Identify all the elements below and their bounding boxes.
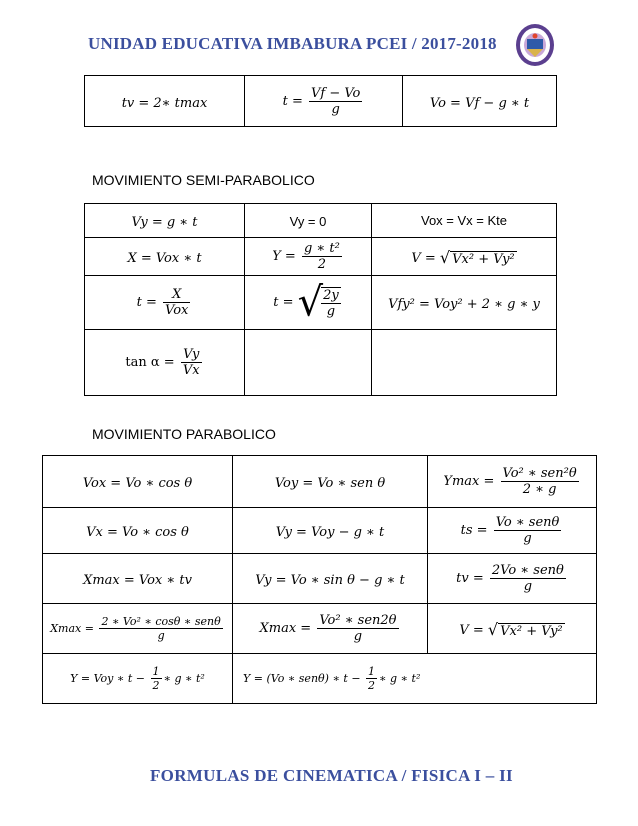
formula-cell: t = X Vox [85, 276, 245, 330]
formula-cell: Xmax = Vox ∗ tv [43, 554, 233, 604]
page-footer-title: FORMULAS DE CINEMATICA / FISICA I – II [150, 766, 513, 785]
formula-cell: Y = $\frac{\text{g ∗ t²}}{2}$ [245, 238, 372, 276]
formula-cell: t = $\frac{Vf - Vo}{g}$ [245, 76, 403, 127]
kinematics-top-table [84, 75, 557, 127]
formula-cell: Xmax = Vo² ∗ sen2θ g [233, 604, 428, 654]
formula-cell: Xmax = 2 ∗ Vo² ∗ cosθ ∗ senθ g [43, 604, 233, 654]
empty-cell [372, 330, 557, 396]
formula-cell: t = √ $\frac{2y}{g}$ [245, 276, 372, 330]
formula-cell: X = Vox ∗ t [85, 238, 245, 276]
formula-cell: Vox = Vx = Kte [372, 204, 557, 238]
formula-cell: Vfy² = Voy² + 2 ∗ g ∗ y [372, 276, 557, 330]
formula-cell: Vy = 0 [245, 204, 372, 238]
page-header-title: UNIDAD EDUCATIVA IMBABURA PCEI / 2017-2018 [88, 34, 497, 53]
formula-cell: Vx = Vo ∗ cos θ [43, 508, 233, 554]
parabolic-heading: MOVIMIENTO PARABOLICO [92, 426, 276, 442]
formula-cell: V = √ Vx² + Vy² [372, 238, 557, 276]
formula-cell: Vo = Vf − g ∗ t [403, 76, 557, 127]
formula-cell: tv = 2Vo ∗ senθ g [428, 554, 597, 604]
formula-cell: Ymax = Vo² ∗ sen²θ 2 ∗ g [428, 456, 597, 508]
formula-cell: Vy = g ∗ t [85, 204, 245, 238]
school-seal-icon [515, 23, 555, 67]
formula-cell: ts = Vo ∗ senθ g [428, 508, 597, 554]
formula-cell: Y = (Vo ∗ senθ) ∗ t − $\frac{1}{2}$ ∗ g ∗ t² [233, 654, 597, 704]
parabolic-table [42, 455, 597, 704]
formula-cell: Vox = Vo ∗ cos θ [43, 456, 233, 508]
formula-cell: Vy = Voy − g ∗ t [233, 508, 428, 554]
formula-cell: V = √ Vx² + Vy² [428, 604, 597, 654]
formula-cell: Y = Voy ∗ t − $\frac{1}{2}$ ∗ g ∗ t² [43, 654, 233, 704]
semi-parabolic-heading: MOVIMIENTO SEMI-PARABOLICO [92, 172, 315, 188]
semi-parabolic-table [84, 203, 557, 396]
formula-cell: Vy = Vo ∗ sin θ − g ∗ t [233, 554, 428, 604]
formula-cell: tan α = $\frac{Vy}{Vx}$ [85, 330, 245, 396]
formula-cell: Voy = Vo ∗ sen θ [233, 456, 428, 508]
formula-cell: tv = 2∗ tmax [85, 76, 245, 127]
empty-cell [245, 330, 372, 396]
